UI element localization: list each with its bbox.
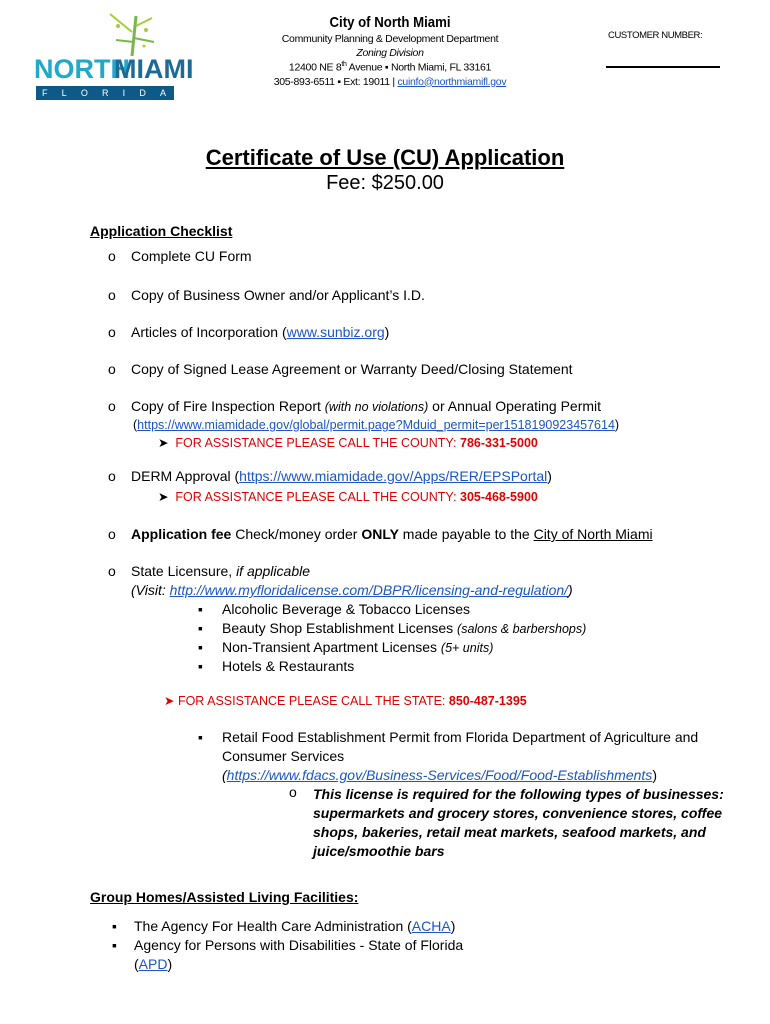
license-item [198, 639, 493, 655]
arrow-icon: ➤ [164, 694, 178, 708]
city-name: City of North Miami [329, 14, 451, 31]
item-text: Agency for Persons with Disabilities - State of Florida [134, 937, 464, 953]
logo-letter: D [139, 88, 148, 98]
retail-permit-item [222, 728, 742, 785]
heading-colon: : [353, 889, 359, 905]
north-miami-logo [34, 12, 194, 98]
address-line-rest: Avenue ▪ North Miami, FL 33161 [346, 61, 492, 74]
department-name: Community Planning & Development Department [281, 33, 499, 45]
license-item [198, 658, 354, 674]
square-bullet-icon: ▪ [198, 658, 203, 674]
list-item [108, 563, 310, 579]
license-item [198, 620, 586, 636]
item-text: DERM Approval ( [131, 468, 240, 484]
list-item [108, 398, 601, 414]
letterhead [240, 14, 540, 88]
fire-permit-link[interactable]: https://www.miamidade.gov/global/permit.page?Mduid_permit=per1518190923457614 [137, 418, 615, 432]
list-item [108, 324, 389, 340]
item-text: made payable to the [398, 526, 534, 542]
paren: ( [134, 956, 139, 972]
license-text: Beauty Shop Establishment Licenses [222, 620, 458, 636]
item-text: Articles of Incorporation ( [131, 324, 287, 340]
bullet-icon: o [289, 784, 297, 800]
fdacs-link[interactable]: https://www.fdacs.gov/Business-Services/Food/Food-Establishments [226, 767, 653, 783]
square-bullet-icon: ▪ [198, 620, 203, 636]
license-note: (5+ units) [440, 641, 494, 655]
item-text: Complete CU Form [131, 248, 252, 264]
bullet-icon: o [108, 468, 116, 484]
phone-text: 305-893-6511 ▪ Ext: 19011 | [273, 75, 398, 88]
apd-line [134, 956, 172, 972]
title-text: Certificate of Use (CU) Application [205, 145, 565, 170]
bullet-icon: o [108, 287, 116, 303]
license-item [198, 601, 470, 617]
item-text: ) [568, 582, 573, 598]
palm-icon [96, 12, 156, 56]
email-link[interactable]: cuinfo@northmiamifl.gov [397, 75, 507, 88]
item-note: if applicable [236, 563, 310, 579]
state-assistance [164, 693, 527, 708]
bullet-icon: o [108, 526, 116, 542]
item-text: The Agency For Health Care Administration ( [134, 918, 412, 934]
arrow-icon: ➤ [158, 436, 176, 450]
bullet-icon: o [108, 398, 116, 414]
item-text: State Licensure, [131, 563, 237, 579]
contact-line [240, 76, 540, 88]
list-item [108, 468, 552, 484]
logo-letter: O [80, 88, 90, 98]
assist-phone: 850-487-1395 [448, 694, 527, 708]
assist-phone: 786-331-5000 [460, 436, 538, 450]
square-bullet-icon: ▪ [112, 918, 117, 934]
assist-text: FOR ASSISTANCE PLEASE CALL THE COUNTY: [175, 490, 460, 504]
paren: ) [652, 767, 657, 783]
bullet-icon: o [108, 248, 116, 264]
item-text: or Annual Operating Permit [428, 398, 602, 414]
square-bullet-icon: ▪ [198, 639, 203, 655]
paren: ) [167, 956, 173, 972]
license-text: Alcoholic Beverage & Tobacco Licenses [222, 601, 471, 617]
list-item [108, 526, 653, 542]
division-name: Zoning Division [356, 47, 424, 59]
list-item [112, 937, 463, 953]
county-assistance-2 [158, 489, 538, 504]
logo-florida-bar [36, 86, 174, 100]
myfloridalicense-link[interactable]: http://www.myfloridalicense.com/DBPR/licensing-and-regulation/ [169, 582, 569, 598]
visit-line [131, 582, 573, 598]
square-bullet-icon: ▪ [112, 937, 117, 953]
assist-phone: 305-468-5900 [460, 490, 538, 504]
logo-miami-text: MIAMI [114, 54, 194, 84]
acha-link[interactable]: ACHA [411, 918, 451, 934]
list-item [112, 918, 455, 934]
paren: ( [222, 767, 227, 783]
retail-bullet [198, 729, 222, 745]
item-text: Check/money order [231, 526, 362, 542]
license-text: Non-Transient Apartment Licenses [222, 639, 441, 655]
square-bullet-icon: ▪ [198, 601, 203, 617]
arrow-icon: ➤ [158, 490, 176, 504]
list-item [108, 248, 252, 264]
fire-permit-link-line [133, 418, 619, 432]
item-text-bold: Application fee [131, 526, 232, 542]
paren: ) [614, 418, 620, 432]
page-title [0, 145, 770, 171]
retail-note: This license is required for the following types of businesses: supermarkets and grocery stores, convenience stores, coffee shops, bakeries, retail meat markets, seafood markets, and juice/smoothie bars [313, 786, 724, 859]
heading-text: Group Homes/Assisted Living Facilities [90, 889, 354, 905]
address-sup: th [341, 61, 347, 68]
square-bullet-icon: ▪ [198, 729, 203, 745]
assist-text: FOR ASSISTANCE PLEASE CALL THE STATE: [177, 694, 449, 708]
license-text: Hotels & Restaurants [222, 658, 355, 674]
item-text: Copy of Signed Lease Agreement or Warranty Deed/Closing Statement [131, 361, 573, 377]
bullet-icon: o [108, 563, 116, 579]
derm-link[interactable]: https://www.miamidade.gov/Apps/RER/EPSPortal [239, 468, 548, 484]
fee-text: Fee: $250.00 [326, 172, 444, 194]
item-text: ) [547, 468, 552, 484]
county-assistance-1 [158, 435, 538, 450]
logo-letter: I [122, 88, 128, 98]
logo-letter: L [61, 88, 69, 98]
logo-letter: A [159, 88, 168, 98]
bullet-icon: o [108, 324, 116, 340]
license-note: (salons & barbershops) [457, 622, 587, 636]
address-line: 12400 NE 8 [288, 61, 342, 74]
item-note: (with no violations) [324, 400, 429, 414]
assist-text: FOR ASSISTANCE PLEASE CALL THE COUNTY: [175, 436, 460, 450]
address [240, 61, 540, 74]
logo-letter: F [42, 88, 50, 98]
paren: ( [133, 418, 138, 432]
checklist-heading: Application Checklist [90, 223, 233, 239]
logo-letter: R [102, 88, 111, 98]
customer-number-field[interactable] [606, 66, 720, 68]
customer-number-label: CUSTOMER NUMBER: [608, 30, 703, 41]
logo-north-text: NORTH [34, 54, 130, 84]
item-text: ) [384, 324, 390, 340]
item-text-bold: ONLY [361, 526, 399, 542]
item-text: ) [450, 918, 456, 934]
bullet-icon: o [108, 361, 116, 377]
sunbiz-link[interactable]: www.sunbiz.org [286, 324, 385, 340]
item-text: Copy of Fire Inspection Report [131, 398, 325, 414]
list-item [108, 361, 573, 377]
item-text: (Visit: [131, 582, 170, 598]
item-text: Copy of Business Owner and/or Applicant’s I.D. [131, 287, 425, 303]
group-homes-heading [90, 889, 358, 905]
retail-text: Retail Food Establishment Permit from Florida Department of Agriculture and Consumer Services [222, 729, 699, 764]
list-item [108, 287, 425, 303]
item-text-underlined: City of North Miami [533, 526, 653, 542]
apd-link[interactable]: APD [138, 956, 168, 972]
